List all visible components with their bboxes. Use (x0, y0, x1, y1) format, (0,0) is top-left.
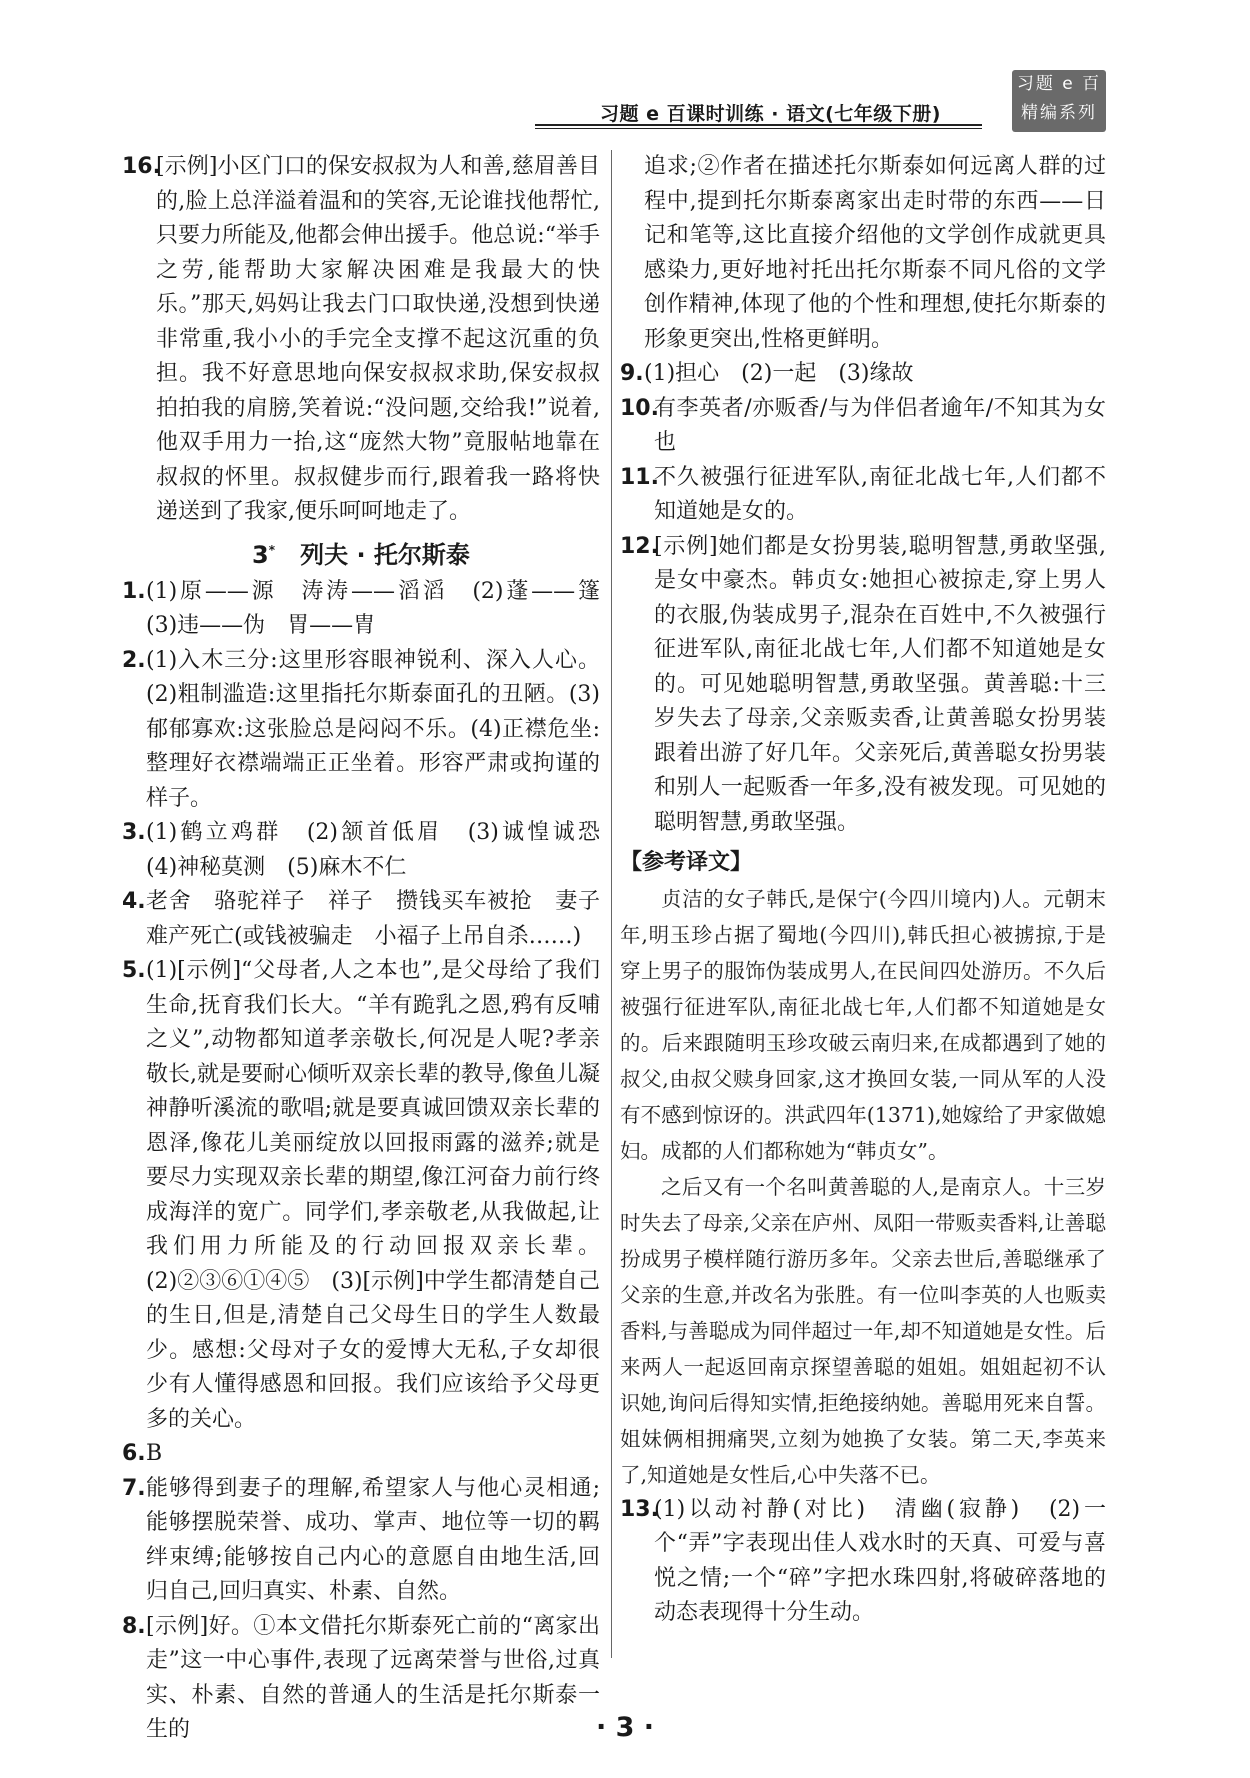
answer-number: 7. (122, 1475, 146, 1501)
answer-number: 1. (122, 578, 146, 604)
badge-line-1: 习题 e 百 (1016, 74, 1102, 94)
answer-13 (620, 1493, 1106, 1631)
lesson-title (122, 530, 600, 575)
answer-3 (122, 816, 623, 885)
answer-number: 13. (620, 1496, 659, 1522)
lesson-mark: * (268, 542, 276, 557)
answer-11 (620, 461, 1106, 530)
answer-number: 3. (122, 820, 146, 845)
header-rule (535, 124, 982, 126)
left-column (122, 150, 623, 1748)
answer-9 (620, 357, 1106, 392)
answer-12 (620, 530, 1106, 841)
series-badge (1012, 70, 1106, 132)
translation-paragraph-1: 贞洁的女子韩氏,是保宁(今四川境内)人。元朝末年,明玉珍占据了蜀地(今四川),韩氏担心被掳掠,于是穿上男子的服饰伪装成男人,在民间四处游历。不久后被强行征进军队,南征北战七年,人们都不知道她是女的。后来跟随明玉珍攻破云南归来,在成都遇到了她的叔父,由叔父赎身回家,这才换回女装,一同从军的人没有不感到惊讶的。洪武四年(1371),她嫁给了尹家做媳妇。成都的人们都称她为“韩贞女”。 (620, 886, 1106, 1163)
answer-7 (122, 1472, 600, 1610)
reference-translation-title: 【参考译文】 (620, 850, 753, 875)
answer-number: 5. (122, 958, 146, 983)
answer-text: (1)原——源 涛涛——滔滔 (2)蓬——篷 (3)违——伪 胃——胄 (146, 578, 623, 638)
answer-text: [示例]好。①本文借托尔斯泰死亡前的“离家出走”这一中心事件,表现了远离荣誉与世俗,过真实、朴素、自然的普通人的生活是托尔斯泰一生的 (146, 1613, 600, 1742)
column-divider (611, 150, 612, 1658)
answer-number: 4. (122, 889, 146, 914)
answer-10 (620, 392, 1106, 461)
answer-text: B (146, 1441, 163, 1466)
answer-number: 9. (620, 361, 644, 386)
answer-number: 11. (620, 464, 659, 490)
answer-text: [示例]她们都是女扮男装,聪明智慧,勇敢坚强,是女中豪杰。韩贞女:她担心被掠走,穿上男人的衣服,伪装成男子,混杂在百姓中,不久被强行征进军队,南征北战七年,人们都不知道她是女的。可见她聪明智慧,勇敢坚强。黄善聪:十三岁失去了母亲,父亲贩卖香,让黄善聪女扮男装跟着出游了好几年。父亲死后,黄善聪女扮男装和别人一起贩香一年多,没有被发现。可见她的聪明智慧,勇敢坚强。 (654, 533, 1106, 835)
answer-5 (122, 954, 600, 1437)
answer-text: (1)[示例]“父母者,人之本也”,是父母给了我们生命,抚育我们长大。“羊有跪乳之恩,鸦有反哺之义”,动物都知道孝亲敬长,何况是人呢?孝亲敬长,就是要耐心倾听双亲长辈的教导,像鱼儿凝神静听溪流的歌唱;就是要真诚回馈双亲长辈的恩泽,像花儿美丽绽放以回报雨露的滋养;就是要尽力实现双亲长辈的期望,像江河奋力前行终成海洋的宽广。同学们,孝亲敬老,从我做起,让我们用力所能及的行动回报双亲长辈。(2)②③⑥①④⑤ (3)[示例]中学生都清楚自己的生日,但是,清楚自己父母生日的学生人数最少。感想:父母对子女的爱博大无私,子女却很少有人懂得感恩和回报。我们应该给予父母更多的关心。 (146, 958, 600, 1432)
header-rule-thin (535, 128, 982, 129)
answer-8-continued (620, 150, 1106, 357)
answer-number: 6. (122, 1441, 146, 1466)
answer-text: 有李英者/亦贩香/与为伴侣者逾年/不知其为女也 (654, 395, 1106, 455)
answer-text: (1)入木三分:这里形容眼神锐利、深入人心。(2)粗制滥造:这里指托尔斯泰面孔的丑陋。(3)郁郁寡欢:这张脸总是闷闷不乐。(4)正襟危坐:整理好衣襟端端正正坐着。形容严肃或拘谨的样子。 (146, 647, 600, 811)
badge-line-2: 精编系列 (1021, 103, 1097, 123)
answer-text: 老舍 骆驼祥子 祥子 攒钱买车被抢 妻子难产死亡(或钱被骗走 小福子上吊自杀……) (146, 889, 600, 949)
answer-number: 8. (122, 1613, 146, 1639)
answer-number: 2. (122, 647, 146, 673)
answer-6 (122, 1437, 600, 1472)
answer-1 (122, 575, 623, 644)
answer-text: [示例]小区门口的保安叔叔为人和善,慈眉善目的,脸上总洋溢着温和的笑容,无论谁找他帮忙,只要力所能及,他都会伸出援手。他总说:“举手之劳,能帮助大家解决困难是我最大的快乐。”那天,妈妈让我去门口取快递,没想到快递非常重,我小小的手完全支撑不起这沉重的负担。我不好意思地向保安叔叔求助,保安叔叔拍拍我的肩膀,笑着说:“没问题,交给我!”说着,他双手用力一抬,这“庞然大物”竟服帖地靠在叔叔的怀里。叔叔健步而行,跟着我一路将快递送到了我家,便乐呵呵地走了。 (156, 154, 600, 524)
header-title: 习题 e 百课时训练 · 语文(七年级下册) (600, 103, 941, 125)
lesson-name: 列夫 · 托尔斯泰 (300, 540, 470, 569)
answer-text: (1)担心 (2)一起 (3)缘故 (644, 361, 914, 386)
answer-text: 能够得到妻子的理解,希望家人与他心灵相通;能够摆脱荣誉、成功、掌声、地位等一切的羁绊束缚;能够按自己内心的意愿自由地生活,回归自己,回归真实、朴素、自然。 (146, 1475, 600, 1604)
answer-2 (122, 644, 600, 817)
answer-text: (1)鹤立鸡群 (2)颔首低眉 (3)诚惶诚恐 (4)神秘莫测 (5)麻木不仁 (146, 820, 623, 880)
answer-16 (122, 150, 600, 530)
answer-text: 不久被强行征进军队,南征北战七年,人们都不知道她是女的。 (654, 464, 1106, 524)
answer-number: 16. (122, 154, 161, 179)
answer-4 (122, 885, 600, 954)
answer-number: 10. (620, 395, 659, 421)
right-column (620, 150, 1106, 1631)
lesson-number: 3 (252, 540, 269, 569)
answer-number: 12. (620, 533, 659, 559)
page-number: · 3 · (595, 1712, 655, 1743)
translation-paragraph-2: 之后又有一个名叫黄善聪的人,是南京人。十三岁时失去了母亲,父亲在庐州、凤阳一带贩卖香料,让善聪扮成男子模样随行游历多年。父亲去世后,善聪继承了父亲的生意,并改名为张胜。有一位叫李英的人也贩卖香料,与善聪成为同伴超过一年,却不知道她是女性。后来两人一起返回南京探望善聪的姐姐。姐姐起初不认识她,询问后得知实情,拒绝接纳她。善聪用死来自誓。姐妹俩相拥痛哭,立刻为她换了女装。第二天,李英来了,知道她是女性后,心中失落不已。 (620, 1174, 1106, 1487)
answer-text: 追求;②作者在描述托尔斯泰如何远离人群的过程中,提到托尔斯泰离家出走时带的东西——日记和笔等,这比直接介绍他的文学创作成就更具感染力,更好地衬托出托尔斯泰不同凡俗的文学创作精神,体现了他的个性和理想,使托尔斯泰的形象更突出,性格更鲜明。 (644, 154, 1106, 352)
answer-text: (1)以动衬静(对比) 清幽(寂静) (2)一个“弄”字表现出佳人戏水时的天真、可爱与喜悦之情;一个“碎”字把水珠四射,将破碎落地的动态表现得十分生动。 (654, 1496, 1106, 1625)
